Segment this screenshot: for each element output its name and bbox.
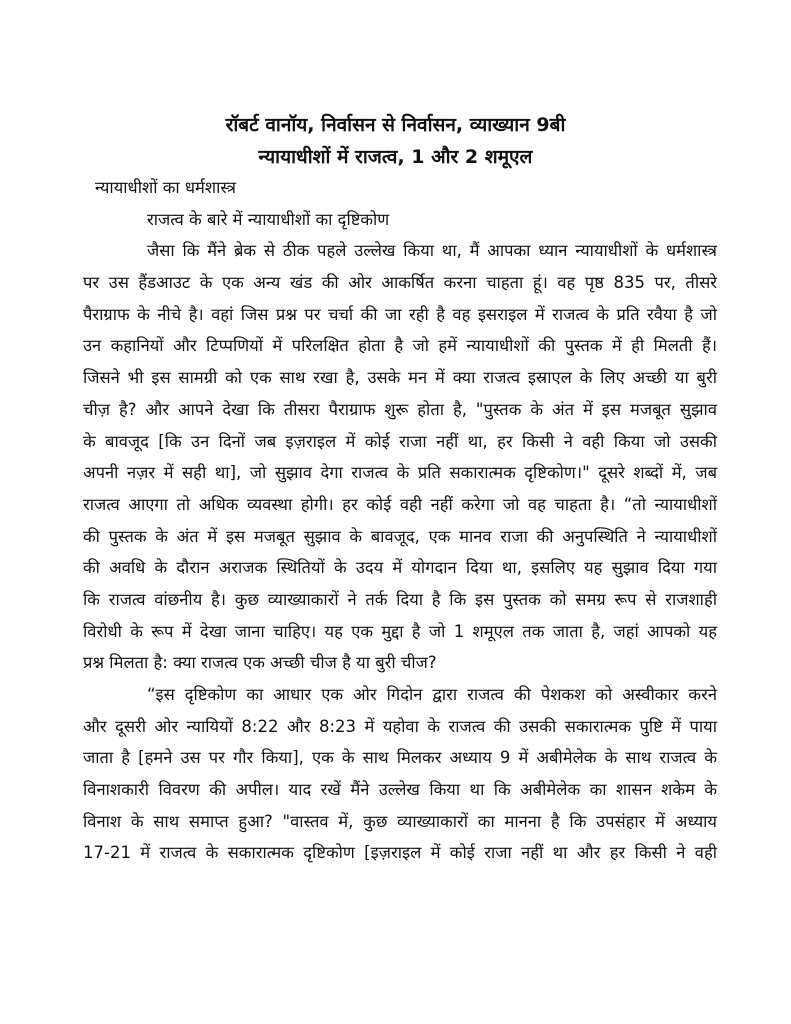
document-title: रॉबर्ट वानॉय, निर्वासन से निर्वासन, व्याख्यान 9बी [225, 114, 566, 136]
paragraph-2 [83, 679, 717, 869]
document-subtitle: न्यायाधीशों में राजत्व, 1 और 2 शमूएल [258, 146, 533, 168]
text-line: जिसने भी इस सामग्री को एक साथ रखा है, उसके मन में क्या राजत्व इस्राएल के लिए अच्छी या बुरी [83, 368, 717, 388]
subheading: राजत्व के बारे में न्यायाधीशों का दृष्टिकोण [147, 209, 390, 229]
text-line: कि राजत्व वांछनीय है। कुछ व्याख्याकारों ने तर्क दिया है कि इस पुस्तक को समग्र रूप से राजशाही [83, 589, 717, 609]
text-line: और दूसरी ओर न्यायियों 8:22 और 8:23 में यहोवा के राजत्व की उसकी सकारात्मक पुष्टि में पाया [83, 716, 717, 736]
text-line: पैराग्राफ के नीचे है। वहां जिस प्रश्न पर चर्चा की जा रही है वह इसराइल में राजत्व के प्रति रवैया है जो [83, 304, 717, 324]
text-line: विरोधी के रूप में देखा जाना चाहिए। यह एक मुद्दा है जो 1 शमूएल तक जाता है, जहां आपको यह [83, 621, 717, 641]
text-line: विनाशकारी विवरण की अपील। याद रखें मैंने उल्लेख किया था कि अबीमेलेक का शासन शकेम के [83, 780, 717, 800]
text-line: प्रश्न मिलता है: क्या राजत्व एक अच्छी चीज है या बुरी चीज? [83, 653, 437, 673]
text-line: “इस दृष्टिकोण का आधार एक ओर गिदोन द्वारा राजत्व की पेशकश को अस्वीकार करने [147, 685, 717, 704]
document-body [83, 172, 717, 869]
text-line: 17-21 में राजत्व के सकारात्मक दृष्टिकोण [इज़राइल में कोई राजा नहीं था और हर किसी ने वही [83, 843, 717, 863]
text-line: विनाश के साथ समाप्त हुआ? "वास्तव में, कुछ व्याख्याकारों का मानना है कि उपसंहार में अध्याय [83, 811, 717, 831]
text-line: के बावजूद [कि उन दिनों जब इज़राइल में कोई राजा नहीं था, हर किसी ने वही किया जो उसकी [83, 431, 717, 451]
text-line: अपनी नज़र में सही था], जो सुझाव देगा राजत्व के प्रति सकारात्मक दृष्टिकोण।" दूसरे शब्दों में, जब [83, 463, 717, 483]
section-heading: न्यायाधीशों का धर्मशास्त्र [95, 178, 236, 197]
text-line: की अवधि के दौरान अराजक स्थितियों के उदय में योगदान दिया था, इसलिए यह सुझाव दिया गया [83, 558, 717, 578]
text-line: चीज़ है? और आपने देखा कि तीसरा पैराग्राफ शुरू होता है, "पुस्तक के अंत में इस मजबूत सुझाव [83, 399, 717, 419]
text-line: राजत्व आएगा तो अधिक व्यवस्था होगी। हर कोई वही नहीं करेगा जो वह चाहता है। “तो न्यायाधीशों [83, 494, 717, 514]
text-line: जाता है [हमने उस पर गौर किया], एक के साथ मिलकर अध्याय 9 में अबीमेलेक के साथ राजत्व के [83, 748, 717, 768]
text-line: की पुस्तक के अंत में इस मजबूत सुझाव के बावजूद, एक मानव राजा की अनुपस्थिति ने न्यायाधीशों [83, 526, 717, 546]
text-line: पर उस हैंडआउट के एक अन्य खंड की ओर आकर्षित करना चाहता हूं। वह पृष्ठ 835 पर, तीसरे [83, 273, 717, 293]
text-line: उन कहानियों और टिप्पणियों में परिलक्षित होता है जो हमें न्यायाधीशों की पुस्तक में ही मिलती हैं। [83, 336, 717, 356]
paragraph-1 [83, 235, 717, 679]
text-line: जैसा कि मैंने ब्रेक से ठीक पहले उल्लेख किया था, मैं आपका ध्यान न्यायाधीशों के धर्मशास्त्र [147, 241, 717, 261]
